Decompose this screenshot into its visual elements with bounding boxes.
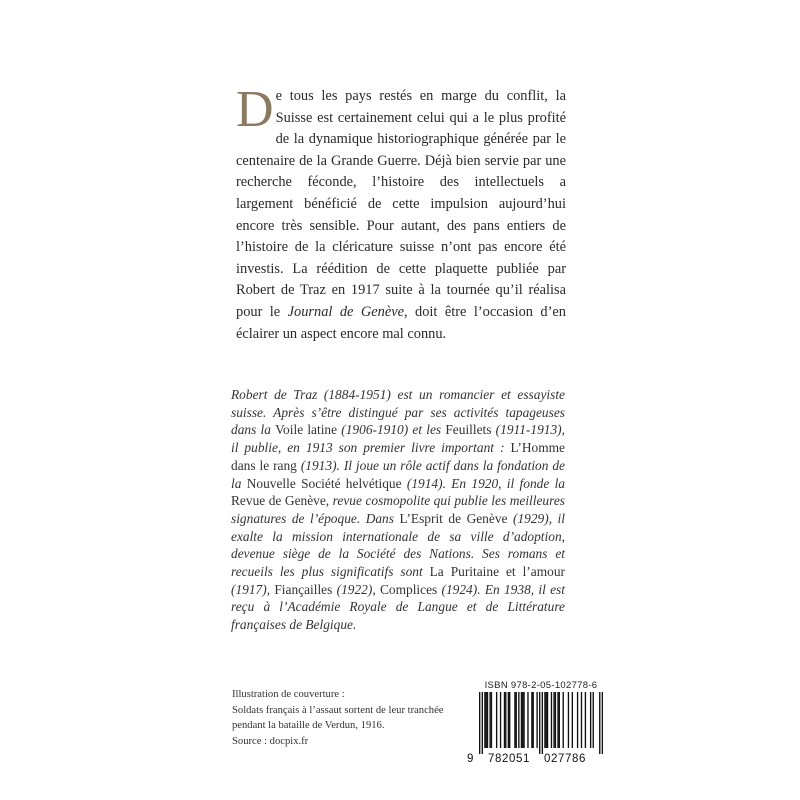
barcode-bar bbox=[568, 692, 569, 748]
bio-text: (1913). Il joue un rôle actif dans la fondation de la bbox=[231, 457, 566, 491]
work-title: Voile latine bbox=[275, 422, 338, 438]
barcode-bar bbox=[599, 692, 600, 754]
barcode-bar bbox=[602, 692, 603, 754]
bio-text: (1911-1913), il publie, en 1913 son premier livre important : bbox=[231, 422, 565, 456]
barcode-bar bbox=[516, 692, 517, 748]
barcode-bar bbox=[522, 692, 523, 748]
intro-text-end: , doit être l’occasion d’en éclairer un aspect encore mal connu. bbox=[236, 303, 566, 342]
barcode-bar bbox=[479, 692, 480, 754]
bio-text: (1906-1910) et les bbox=[337, 422, 446, 438]
journal-title: Journal de Genève bbox=[287, 303, 404, 320]
barcode-bar bbox=[496, 692, 497, 748]
barcode-bar bbox=[500, 692, 501, 748]
barcode-bar bbox=[531, 692, 532, 748]
barcode-bar bbox=[557, 692, 558, 748]
credit-line: Source : docpix.fr bbox=[232, 735, 309, 747]
bio-text: (1924). En 1938, il est reçu à l’Académie Royale de Langue et de Littérature françaises de Belgique. bbox=[231, 581, 565, 633]
barcode-bar bbox=[523, 692, 524, 748]
barcode-bar bbox=[486, 692, 487, 748]
barcode-bar bbox=[509, 692, 510, 748]
barcode-bar bbox=[482, 692, 483, 754]
barcode-bar bbox=[544, 692, 545, 748]
back-cover-intro bbox=[236, 81, 566, 345]
barcode-bar bbox=[521, 692, 522, 748]
barcode-bar bbox=[551, 692, 552, 748]
barcode-bar bbox=[585, 692, 586, 748]
barcode-bar bbox=[491, 692, 492, 748]
barcode-bar bbox=[487, 692, 488, 748]
drop-cap: D bbox=[236, 81, 274, 138]
work-title: Feuillets bbox=[445, 422, 492, 438]
barcode-bar bbox=[559, 692, 560, 748]
barcode-bar bbox=[514, 692, 515, 748]
isbn-label: ISBN 978-2-05-102778-6 bbox=[484, 680, 598, 691]
ean-right-group: 027786 bbox=[544, 753, 586, 765]
barcode-bar bbox=[505, 692, 506, 748]
barcode-bar bbox=[590, 692, 591, 748]
barcode-bar bbox=[533, 692, 534, 748]
work-title: Complices bbox=[379, 581, 438, 597]
bio-text: (1922), bbox=[332, 581, 380, 597]
barcode-bar bbox=[542, 692, 543, 754]
barcode-bar bbox=[489, 692, 490, 748]
ean-digits bbox=[467, 753, 603, 769]
bio-text: , revue cosmopolite qui publie les meilleures signatures de l’époque. Dans bbox=[231, 493, 565, 526]
work-title: Nouvelle Société helvétique bbox=[246, 475, 402, 491]
isbn-barcode-block bbox=[467, 680, 603, 774]
barcode-bar bbox=[527, 692, 528, 748]
barcode-bar bbox=[555, 692, 556, 748]
cover-illustration-credit bbox=[232, 687, 472, 749]
barcode-bar bbox=[572, 692, 573, 748]
barcode-bar bbox=[563, 692, 564, 748]
work-title: Fiançailles bbox=[274, 581, 333, 597]
bio-text: (1929), il exalte la mission internationale de sa ville d’adoption, devenue siège de la Société des Nations. Ses romans et recueils les plus significatifs sont bbox=[231, 510, 565, 580]
credit-line: Illustration de couverture : bbox=[232, 689, 345, 700]
barcode-bar bbox=[553, 692, 554, 748]
barcode-bar bbox=[518, 692, 519, 748]
barcode-icon bbox=[479, 692, 603, 754]
barcode-bar bbox=[536, 692, 537, 748]
work-title: L’Homme dans le rang bbox=[231, 440, 565, 473]
author-bio bbox=[231, 386, 565, 634]
barcode-bar bbox=[593, 692, 594, 748]
barcode-bar bbox=[504, 692, 505, 748]
barcode-bar bbox=[539, 692, 540, 754]
work-title: Revue de Genève bbox=[231, 493, 326, 509]
work-title: La Puritaine et l’amour bbox=[429, 564, 565, 580]
barcode-bar bbox=[508, 692, 509, 748]
intro-text: e tous les pays restés en marge du conflit, la Suisse est certainement celui qui a le plus profité de la dynamique historiographique générée par le centenaire de la Grande Guerre. Déjà bien servie par une recherche féconde, l’histoire des intellectuels a largement bénéficié de cette impulsion aujourd’hui encore très sensible. Pour autant, des pans entiers de l’histoire de la cléricature suisse n’ont pas encore été investis. La réédition de cette plaquette publiée par Robert de Traz en 1917 suite à la tournée qu’il réalisa pour le bbox=[236, 88, 566, 320]
barcode-bar bbox=[546, 692, 547, 748]
ean-first-digit: 9 bbox=[467, 753, 474, 765]
barcode-bar bbox=[581, 692, 582, 748]
credit-line: pendant la bataille de Verdun, 1916. bbox=[232, 720, 385, 731]
bio-text: Robert de Traz (1884-1951) est un romancier et essayiste suisse. Après s’être distingué par ses activités tapageuses dans la bbox=[231, 387, 565, 438]
barcode-bar bbox=[547, 692, 548, 748]
barcode-bar bbox=[484, 692, 485, 748]
bio-text: (1914). En 1920, il fonde la bbox=[401, 475, 565, 491]
ean-left-group: 782051 bbox=[488, 753, 530, 765]
barcode-bar bbox=[577, 692, 578, 748]
work-title: L’Esprit de Genève bbox=[399, 510, 508, 526]
credit-line: Soldats français à l’assaut sortent de leur tranchée bbox=[232, 704, 444, 716]
bio-text: (1917), bbox=[231, 581, 275, 597]
